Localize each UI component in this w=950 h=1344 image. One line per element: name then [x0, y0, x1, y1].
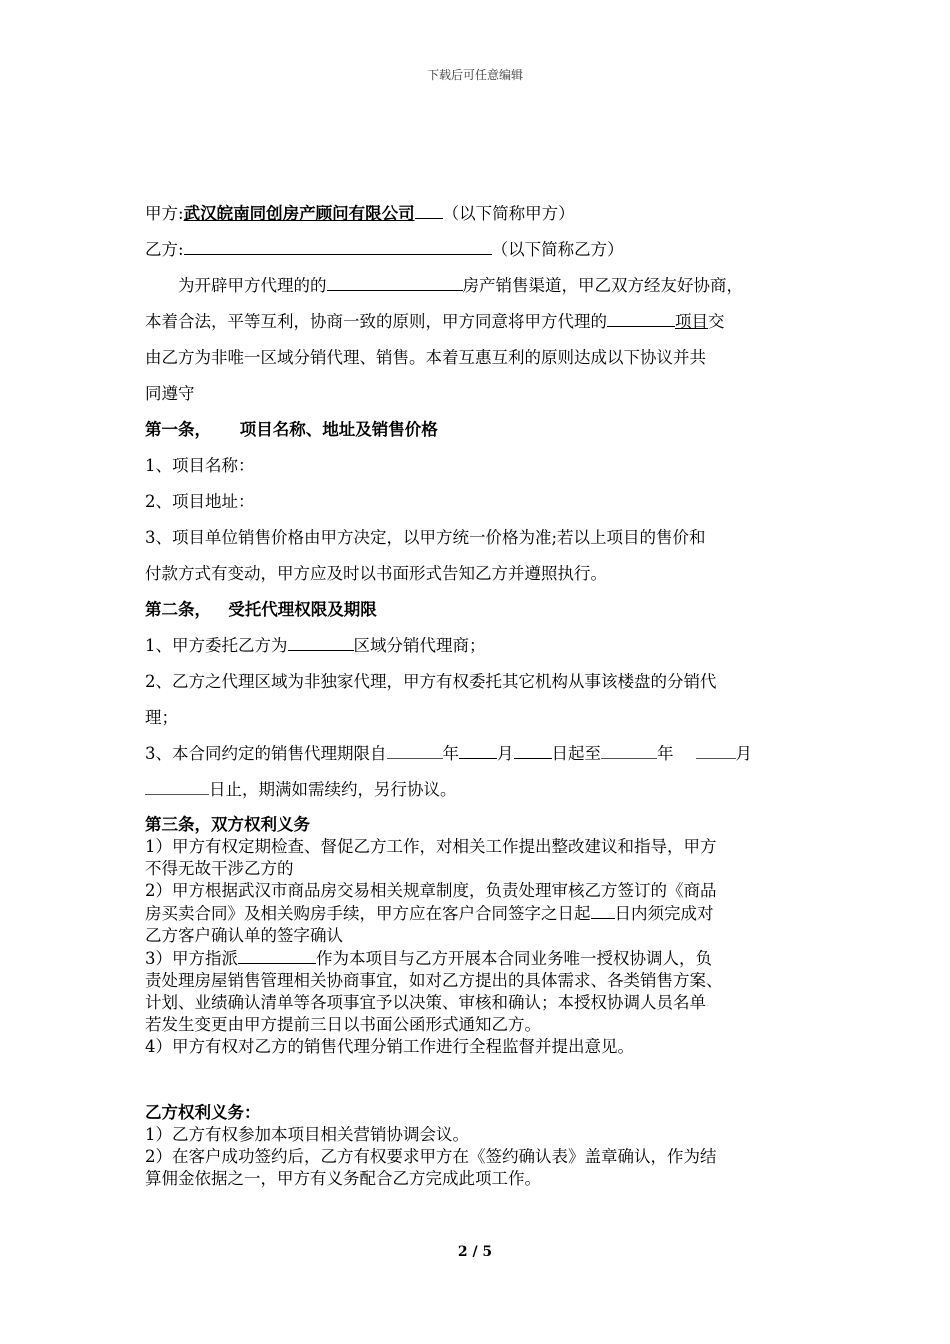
- article-1-item-2: 2、项目地址：: [145, 492, 255, 511]
- party-a-label: 甲方:: [145, 204, 184, 223]
- article-3-para-4: 4）甲方有权对乙方的销售代理分销工作进行全程监督并提出意见。: [145, 1037, 634, 1056]
- party-b-rights-para-2-cont: 算佣金依据之一，甲方有义务配合乙方完成此项工作。: [145, 1169, 541, 1188]
- intro-text: 本着合法，平等互利，协商一致的原则，甲方同意将甲方代理的: [145, 312, 607, 331]
- blank-field: [459, 742, 497, 759]
- item-text: 年: [657, 744, 674, 763]
- page-number: 2 / 5: [457, 1244, 493, 1260]
- article-1-item-3: 3、项目单位销售价格由甲方决定，以甲方统一价格为准;若以上项目的售价和: [145, 528, 706, 547]
- para-text: 日内须完成对: [614, 904, 714, 923]
- article-1-item-3-cont: 付款方式有变动，甲方应及时以书面形式告知乙方并遵照执行。: [145, 564, 607, 583]
- article-2-item-3-cont: [145, 772, 815, 808]
- para-text: 3）甲方指派: [145, 949, 238, 968]
- blank-field: [514, 742, 552, 759]
- blank-field: [288, 634, 354, 651]
- party-b-rights-para-2: 2）在客户成功签约后，乙方有权要求甲方在《签约确认表》盖章确认，作为结: [145, 1147, 717, 1166]
- intro-line-1: [145, 268, 815, 304]
- article-2-item-2: 2、乙方之代理区域为非独家代理，甲方有权委托其它机构从事该楼盘的分销代: [145, 672, 717, 691]
- intro-text: 房产销售渠道，甲乙双方经友好协商，: [462, 276, 743, 295]
- party-b-label: 乙方:: [145, 240, 184, 259]
- article-3-para-1-cont: 不得无故干涉乙方的: [145, 859, 294, 878]
- item-text: 1、甲方委托乙方为: [145, 636, 288, 655]
- item-text: 3、本合同约定的销售代理期限自: [145, 744, 387, 763]
- intro-text: 交: [708, 312, 725, 331]
- intro-line-4: 同遵守: [145, 384, 195, 403]
- item-text: 年: [442, 744, 459, 763]
- blank-field: [415, 202, 443, 219]
- article-3-para-3: [145, 947, 815, 970]
- blank-field: [696, 742, 736, 759]
- party-b-suffix: （以下简称乙方）: [491, 240, 624, 259]
- article-3-para-3-cont-2: 计划、业绩确认清单等各项事宜予以决策、审核和确认；本授权协调人员名单: [145, 993, 706, 1012]
- party-b-blank: [184, 238, 492, 255]
- item-text: 月: [497, 744, 514, 763]
- article-3-para-1: 1）甲方有权定期检查、督促乙方工作，对相关工作提出整改建议和指导，甲方: [145, 837, 717, 856]
- item-text: 日止，期满如需续约，另行协议。: [209, 780, 457, 799]
- spacer: [145, 1058, 815, 1102]
- article-3-para-3-cont-3: 若发生变更由甲方提前三日以书面公函形式通知乙方。: [145, 1015, 541, 1034]
- party-a-suffix: （以下简称甲方）: [442, 204, 575, 223]
- article-3-title: 第三条，双方权利义务: [145, 815, 310, 834]
- article-3-para-2-cont: [145, 902, 815, 925]
- intro-line-2: [145, 304, 815, 340]
- article-3-para-2-end: 乙方客户确认单的签字确认: [145, 926, 343, 945]
- intro-line-3: 由乙方为非唯一区域分销代理、销售。本着互惠互利的原则达成以下协议并共: [145, 348, 706, 367]
- contract-page: [145, 196, 815, 1190]
- blank-field: [238, 947, 316, 964]
- item-text: 区域分销代理商；: [353, 636, 486, 655]
- party-b-rights-para-1: 1）乙方有权参加本项目相关营销协调会议。: [145, 1125, 469, 1144]
- party-a-name: 武汉皖南同创房产顾问有限公司: [183, 204, 415, 223]
- party-b-line: [145, 232, 815, 268]
- article-1-title: 第一条， 项目名称、地址及销售价格: [145, 420, 438, 439]
- blank-field: [607, 310, 675, 327]
- intro-text: 为开辟甲方代理的的: [178, 276, 327, 295]
- party-a-line: [145, 196, 815, 232]
- project-word: 项目: [675, 312, 708, 331]
- article-2-item-1: [145, 628, 815, 664]
- article-1-item-1: 1、项目名称：: [145, 456, 255, 475]
- article-2-item-3: [145, 736, 815, 772]
- article-2-item-2-cont: 理；: [145, 708, 178, 727]
- item-text: 日起至: [551, 744, 601, 763]
- article-3-para-2: 2）甲方根据武汉市商品房交易相关规章制度，负责处理审核乙方签订的《商品: [145, 881, 717, 900]
- article-2-title: 第二条， 受托代理权限及期限: [145, 600, 377, 619]
- para-text: 作为本项目与乙方开展本合同业务唯一授权协调人，负: [316, 949, 712, 968]
- party-b-rights-title: 乙方权利义务：: [145, 1103, 261, 1122]
- page-header: 下载后可任意编辑: [426, 68, 523, 82]
- blank-field: [387, 742, 443, 759]
- blank-field: [145, 778, 209, 795]
- para-text: 房买卖合同》及相关购房手续，甲方应在客户合同签字之日起: [145, 904, 591, 923]
- blank-field: [327, 274, 463, 291]
- item-text: 月: [735, 744, 752, 763]
- blank-field: [601, 742, 657, 759]
- article-3-para-3-cont-1: 责处理房屋销售管理相关协商事宜，如对乙方提出的具体需求、各类销售方案、: [145, 971, 723, 990]
- blank-field: [591, 902, 615, 919]
